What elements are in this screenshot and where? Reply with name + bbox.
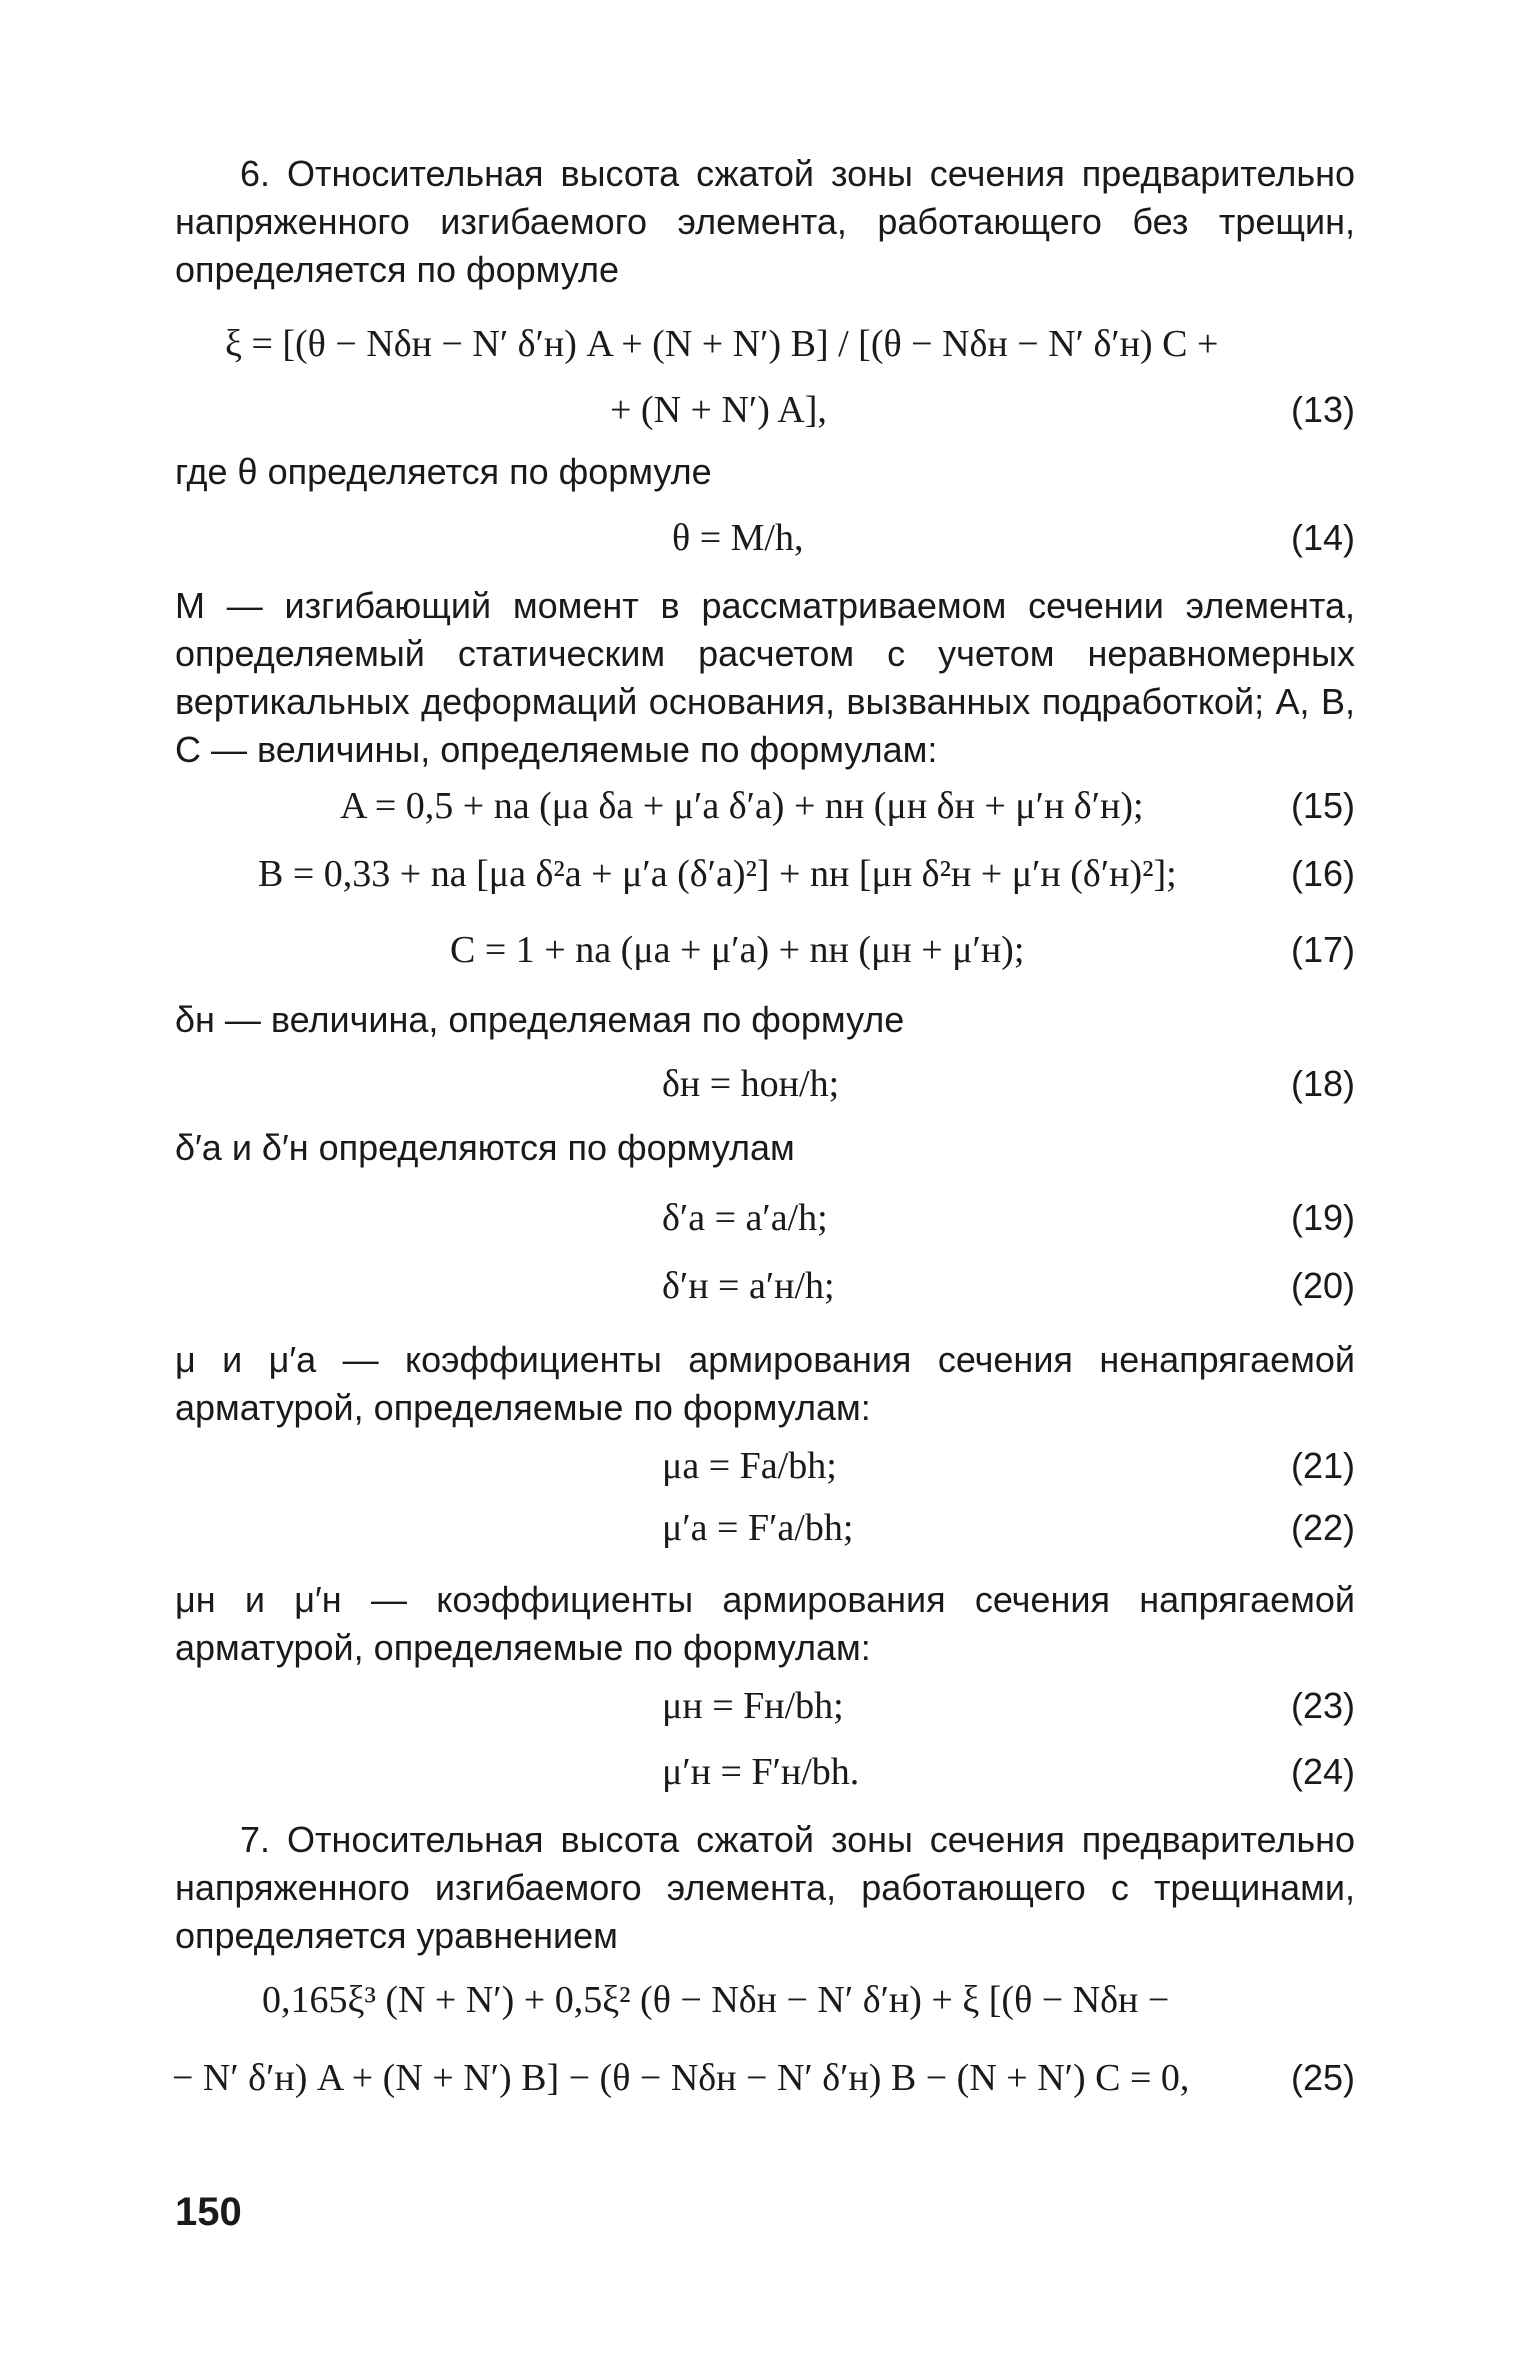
formula-23: μн = Fн/bh; [662, 1685, 844, 1727]
equation-number-14: (14) [1290, 517, 1355, 558]
equation-number-13: (13) [1290, 389, 1355, 430]
paragraph-6-text: 6. Относительная высота сжатой зоны сечения предварительно напряженного изгибаемого элемента, работающего без трещин, определяется по формуле [175, 153, 1355, 290]
delta-n-description: δн — величина, определяемая по формуле [175, 999, 905, 1040]
theta-intro: где θ определяется по формуле [175, 451, 712, 492]
delta-prime-description: δ′а и δ′н определяются по формулам [175, 1127, 795, 1168]
formula-25-line1: 0,165ξ³ (N + N′) + 0,5ξ² (θ − Nδн − N′ δ′н) + ξ [(θ − Nδн − [262, 1979, 1170, 2021]
formula-21: μа = Fа/bh; [662, 1445, 837, 1487]
equation-number-17: (17) [1290, 929, 1355, 970]
equation-number-25: (25) [1290, 2057, 1355, 2098]
formula-13-line2: + (N + N′) A], [610, 389, 827, 431]
formula-15: A = 0,5 + nа (μа δа + μ′а δ′а) + nн (μн δн + μ′н δ′н); [340, 785, 1144, 827]
formula-14: θ = M/h, [672, 517, 804, 559]
equation-number-20: (20) [1290, 1265, 1355, 1306]
formula-18: δн = hон/h; [662, 1063, 840, 1105]
formula-20: δ′н = a′н/h; [662, 1265, 835, 1307]
equation-number-18: (18) [1290, 1063, 1355, 1104]
formula-13-line1: ξ = [(θ − Nδн − N′ δ′н) A + (N + N′) B] / [(θ − Nδн − N′ δ′н) C + [225, 323, 1219, 365]
formula-16: B = 0,33 + nа [μа δ²а + μ′а (δ′а)²] + nн [μн δ²н + μ′н (δ′н)²]; [258, 853, 1177, 895]
formula-24: μ′н = F′н/bh. [662, 1751, 860, 1793]
paragraph-mu-description: μ и μ′а — коэффициенты армирования сечения ненапрягаемой арматурой, определяемые по формулам: [175, 1339, 1355, 1428]
equation-number-24: (24) [1290, 1751, 1355, 1792]
equation-number-19: (19) [1290, 1197, 1355, 1238]
equation-number-23: (23) [1290, 1685, 1355, 1726]
formula-19: δ′а = a′а/h; [662, 1197, 828, 1239]
paragraph-mu-n-description: μн и μ′н — коэффициенты армирования сечения напрягаемой арматурой, определяемые по формулам: [175, 1579, 1355, 1668]
formula-17: C = 1 + nа (μа + μ′а) + nн (μн + μ′н); [450, 929, 1025, 971]
formula-25-line2: − N′ δ′н) A + (N + N′) B] − (θ − Nδн − N′ δ′н) B − (N + N′) C = 0, [172, 2057, 1190, 2099]
formula-22: μ′а = F′а/bh; [662, 1507, 854, 1549]
equation-number-21: (21) [1290, 1445, 1355, 1486]
paragraph-6 [175, 150, 1355, 294]
paragraph-7 [175, 1816, 1355, 1960]
equation-number-16: (16) [1290, 853, 1355, 894]
paragraph-7-text: 7. Относительная высота сжатой зоны сечения предварительно напряженного изгибаемого элемента, работающего с трещинами, определяется уравнением [175, 1819, 1355, 1956]
equation-number-22: (22) [1290, 1507, 1355, 1548]
equation-number-15: (15) [1290, 785, 1355, 826]
paragraph-m-description: M — изгибающий момент в рассматриваемом сечении элемента, определяемый статическим расчетом с учетом неравномерных вертикальных деформаций основания, вызванных подработкой; A, B, C — величины, определяемые по формулам: [175, 585, 1355, 770]
page-number: 150 [175, 2190, 242, 2234]
